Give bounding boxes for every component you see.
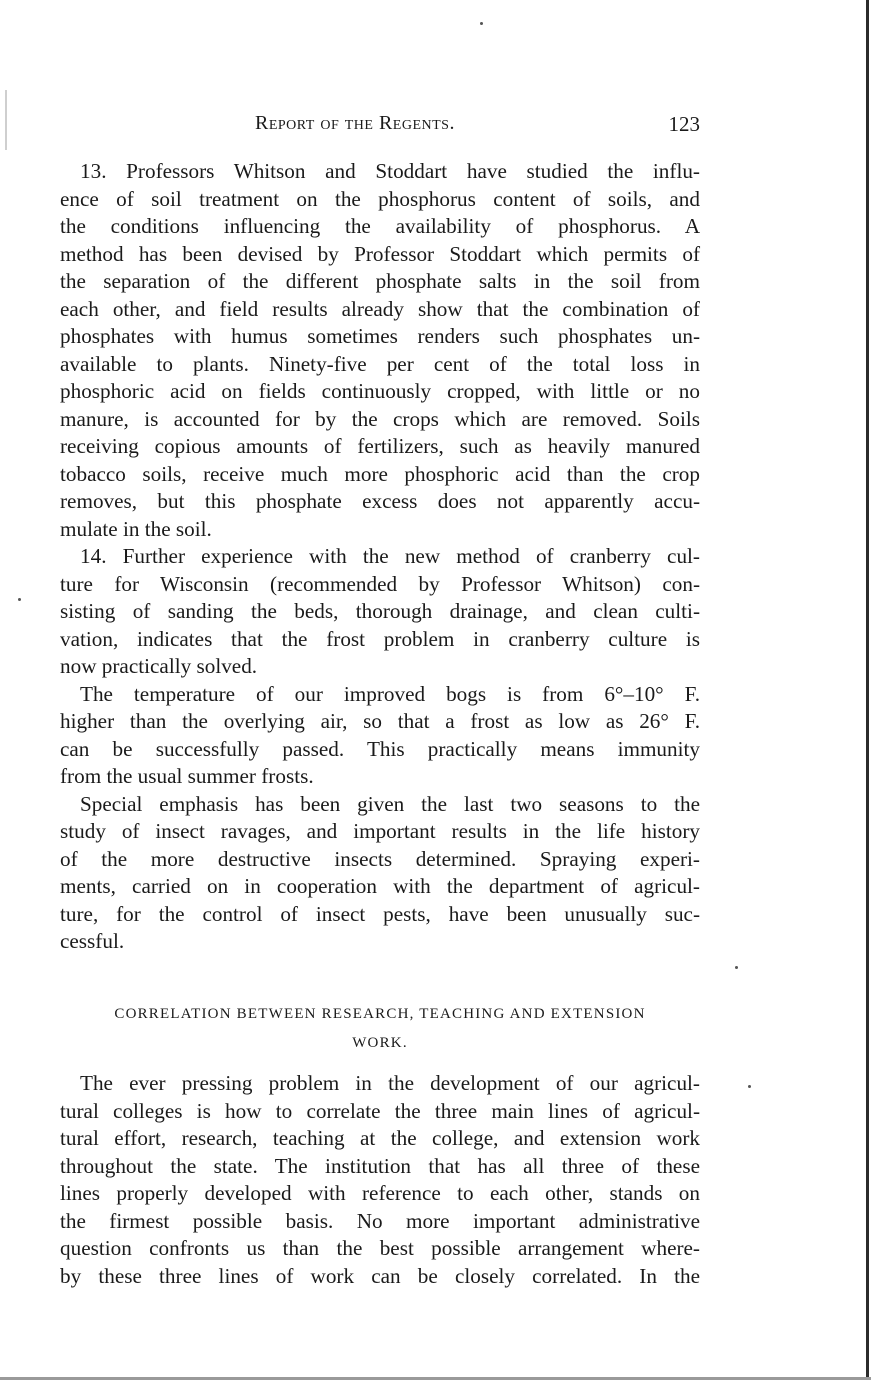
paragraph-temperature: [60, 681, 700, 791]
running-head: [60, 112, 700, 142]
running-title: Report of the Regents.: [255, 112, 455, 134]
text-line: can be successfully passed. This practically means immunity: [60, 736, 700, 761]
section-heading-line: WORK.: [352, 1035, 408, 1051]
text-line: the separation of the different phosphate salts in the soil from: [60, 269, 700, 293]
text-line: phosphoric acid on fields continuously cropped, with little or no: [60, 379, 700, 403]
text-line: Special emphasis has been given the last two seasons to the: [80, 791, 700, 816]
text-line: vation, indicates that the frost problem in cranberry culture is: [60, 626, 700, 651]
text-line: ments, carried on in cooperation with the department of agricul-: [60, 874, 700, 898]
text-line: the firmest possible basis. No more important administrative: [60, 1208, 700, 1233]
text-line: ture for Wisconsin (recommended by Professor Whitson) con-: [60, 571, 700, 596]
text-line: mulate in the soil.: [60, 516, 212, 541]
text-line: of the more destructive insects determined. Spraying experi-: [60, 846, 700, 871]
text-line: receiving copious amounts of fertilizers, such as heavily manured: [60, 434, 700, 458]
text-line: the conditions influencing the availability of phosphorus. A: [60, 214, 700, 238]
text-line: available to plants. Ninety-five per cent of the total loss in: [60, 351, 700, 376]
paragraph-special-emphasis: [60, 791, 700, 956]
scan-edge-left: [5, 90, 7, 150]
text-line: lines properly developed with reference to each other, stands on: [60, 1181, 700, 1205]
section-heading: [60, 1000, 700, 1058]
text-line: method has been devised by Professor Stoddart which permits of: [60, 241, 700, 266]
paragraph-13: [60, 158, 700, 543]
text-line: The ever pressing problem in the development of our agricul-: [80, 1071, 700, 1095]
scan-speck: [748, 1085, 751, 1088]
text-line: manure, is accounted for by the crops which are removed. Soils: [60, 406, 700, 431]
scan-speck: [480, 22, 483, 25]
text-line: The temperature of our improved bogs is from 6°–10° F.: [80, 681, 700, 706]
paragraph-14: [60, 543, 700, 681]
text-line: each other, and field results already show that the combination of: [60, 296, 700, 321]
text-line: ture, for the control of insect pests, have been unusually suc-: [60, 901, 700, 926]
text-line: tural colleges is how to correlate the three main lines of agricul-: [60, 1098, 700, 1123]
section-heading-line: CORRELATION BETWEEN RESEARCH, TEACHING AND EXTENSION: [114, 1006, 646, 1022]
text-line: removes, but this phosphate excess does not apparently accu-: [60, 489, 700, 513]
text-line: study of insect ravages, and important results in the life history: [60, 819, 700, 843]
scan-speck: [18, 598, 21, 601]
text-line: 13. Professors Whitson and Stoddart have studied the influ-: [80, 159, 700, 183]
text-line: from the usual summer frosts.: [60, 764, 314, 788]
text-line: tobacco soils, receive much more phosphoric acid than the crop: [60, 461, 700, 486]
page-number: 123: [668, 112, 700, 136]
text-line: now practically solved.: [60, 654, 258, 678]
scan-edge-right: [866, 0, 869, 1380]
text-line: tural effort, research, teaching at the college, and extension work: [60, 1126, 700, 1150]
body-text: [60, 158, 700, 956]
text-line: cessful.: [60, 929, 125, 953]
text-line: by these three lines of work can be closely correlated. In the: [60, 1263, 700, 1288]
section-body-text: [60, 1070, 700, 1290]
text-line: ence of soil treatment on the phosphorus content of soils, and: [60, 186, 700, 211]
text-line: sisting of sanding the beds, thorough drainage, and clean culti-: [60, 599, 700, 623]
scan-speck: [735, 966, 738, 969]
text-line: question confronts us than the best possible arrangement where-: [60, 1236, 700, 1260]
text-line: higher than the overlying air, so that a frost as low as 26° F.: [60, 709, 700, 733]
text-line: throughout the state. The institution that has all three of these: [60, 1153, 700, 1178]
text-line: phosphates with humus sometimes renders such phosphates un-: [60, 324, 700, 348]
text-line: 14. Further experience with the new method of cranberry cul-: [80, 544, 700, 568]
paragraph-correlation: [60, 1070, 700, 1290]
